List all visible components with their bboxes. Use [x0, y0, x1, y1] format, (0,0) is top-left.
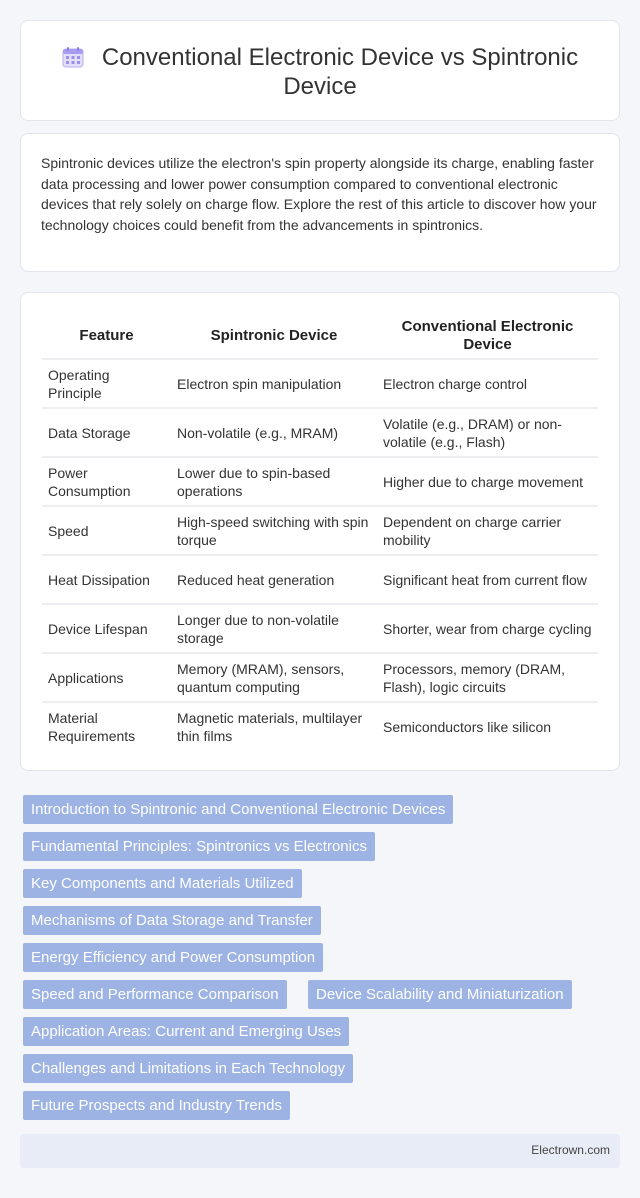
spintronic-cell: Reduced heat generation: [171, 555, 377, 604]
conventional-cell: Dependent on charge carrier mobility: [377, 506, 598, 555]
conventional-cell: Semiconductors like silicon: [377, 702, 598, 751]
spintronic-cell: Longer due to non-volatile storage: [171, 604, 377, 653]
spintronic-cell: High-speed switching with spin torque: [171, 506, 377, 555]
feature-cell: Speed: [42, 506, 171, 555]
page-title: Conventional Electronic Device vs Spintronic Device: [101, 44, 579, 100]
header-conventional: Conventional Electronic Device: [401, 318, 574, 353]
conventional-cell: Higher due to charge movement: [377, 457, 598, 506]
comparison-table: [42, 314, 598, 751]
table-row: [42, 408, 598, 457]
header-feature: Feature: [79, 327, 134, 344]
topic-link-introduction[interactable]: Introduction to Spintronic and Conventional Electronic Devices: [23, 795, 453, 824]
table-row: [42, 555, 598, 604]
topic-link-energy-efficiency[interactable]: Energy Efficiency and Power Consumption: [23, 943, 323, 972]
topic-link-application-areas[interactable]: Application Areas: Current and Emerging Uses: [23, 1017, 349, 1046]
topic-link-key-components[interactable]: Key Components and Materials Utilized: [23, 869, 302, 898]
table-row: [42, 359, 598, 408]
topic-link-future-prospects[interactable]: Future Prospects and Industry Trends: [23, 1091, 290, 1120]
spintronic-cell: Non-volatile (e.g., MRAM): [171, 408, 377, 457]
feature-cell: Applications: [42, 653, 171, 702]
footer: [20, 1134, 620, 1168]
table-row: [42, 604, 598, 653]
comparison-table-card: [20, 292, 620, 771]
table-row: [42, 653, 598, 702]
intro-card: [20, 133, 620, 272]
topic-link-speed-performance[interactable]: Speed and Performance Comparison: [23, 980, 287, 1009]
spintronic-cell: Lower due to spin-based operations: [171, 457, 377, 506]
feature-cell: Power Consumption: [42, 457, 171, 506]
table-header-row: [42, 314, 598, 359]
spintronic-cell: Magnetic materials, multilayer thin films: [171, 702, 377, 751]
conventional-cell: Volatile (e.g., DRAM) or non-volatile (e.g., Flash): [377, 408, 598, 457]
feature-cell: Material Requirements: [42, 702, 171, 751]
header-spintronic: Spintronic Device: [210, 327, 338, 344]
feature-cell: Device Lifespan: [42, 604, 171, 653]
intro-paragraph: Spintronic devices utilize the electron's spin property alongside its charge, enabling faster data processing and lower power consumption compared to conventional electronic devices that rely solely on charge flow. Explore the rest of this article to discover how your technology choices could benefit from the advancements in spintronics.: [41, 155, 597, 233]
topic-link-fundamental-principles[interactable]: Fundamental Principles: Spintronics vs Electronics: [23, 832, 375, 861]
spintronic-cell: Memory (MRAM), sensors, quantum computing: [171, 653, 377, 702]
footer-site-name: Electrown.com: [531, 1143, 610, 1157]
topic-link-challenges[interactable]: Challenges and Limitations in Each Technology: [23, 1054, 353, 1083]
page-title-wrap: [51, 43, 589, 101]
table-row: [42, 506, 598, 555]
spintronic-cell: Electron spin manipulation: [171, 359, 377, 408]
calendar-grid-icon: [62, 46, 84, 68]
conventional-cell: Significant heat from current flow: [377, 555, 598, 604]
title-card: [20, 20, 620, 121]
table-row: [42, 702, 598, 751]
feature-cell: Heat Dissipation: [42, 555, 171, 604]
conventional-cell: Shorter, wear from charge cycling: [377, 604, 598, 653]
topic-link-scalability[interactable]: Device Scalability and Miniaturization: [308, 980, 572, 1009]
conventional-cell: Electron charge control: [377, 359, 598, 408]
table-row: [42, 457, 598, 506]
topic-link-data-storage-mechanisms[interactable]: Mechanisms of Data Storage and Transfer: [23, 906, 321, 935]
conventional-cell: Processors, memory (DRAM, Flash), logic circuits: [377, 653, 598, 702]
feature-cell: Data Storage: [42, 408, 171, 457]
feature-cell: Operating Principle: [42, 359, 171, 408]
